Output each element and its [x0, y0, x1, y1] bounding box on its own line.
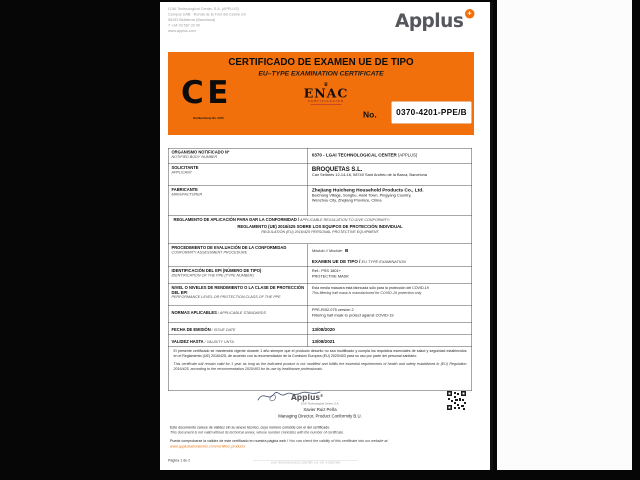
table-row-performance — [169, 284, 472, 306]
enac-wordmark: ENAC — [303, 86, 349, 101]
certificate-banner — [168, 52, 474, 135]
certificate-verification-link[interactable]: www.appluslaboratories.com/certified_products — [170, 444, 246, 449]
row-label-en: IDENTIFICATION OF THE PPE (TYPE NUMBER) — [171, 272, 254, 278]
enac-certification-label: CERTIFICACIÓN — [308, 100, 344, 103]
regulation-name-es: REGLAMENTO (UE) 2016/425 SOBRE LOS EQUIPOS DE PROTECCIÓN INDIVIDUAL — [237, 223, 403, 229]
applicant-address: Can Sellarès 12-14-16, 08740 Sant Andreu de la Barca, Barcelona — [311, 172, 427, 177]
certificate-page — [160, 2, 493, 470]
notified-body-value: 0370 - LGAI TECHNOLOGICAL CENTER — [311, 152, 397, 158]
exam-type-en: EU TYPE EXAMINATION — [360, 259, 406, 264]
ce-mark-icon: CE — [181, 74, 232, 111]
ppe-reference: Ref.: PSS 1801+ — [311, 268, 342, 273]
qr-code — [447, 391, 466, 410]
fine-print-es: El presente certificado se mantendrá vigente durante 1 año siempre que el producto descrito no sea modificado y cumpla los requisitos esenciales de salud y seguridad establecidos en el Reglamento (UE) 2016/425, de acuerdo con la recomendación de la Comisión Europea (EU) 2020/403 para su uso por parte del personal sanitario. — [173, 348, 467, 359]
regulation-name-en: REGULATION (EU) 2016/425 PERSONAL PROTECTIVE EQUIPMENT — [261, 229, 379, 234]
footer-company-line: LGAI TECHNOLOGICAL CENTER, S.A. CIF: A-63207492 — [253, 460, 358, 465]
address-line: Campus UAB - Ronda de la Font del Carme s/n — [168, 12, 247, 17]
validity-date-value: 13/08/2021 — [311, 339, 335, 344]
row-label-en: / APPLICABLE STANDARDS — [216, 310, 266, 315]
row-label-en: NOTIFIED BODY NUMBER — [171, 154, 218, 159]
notified-body-caption: Notified Body No. 0370 — [193, 117, 224, 120]
certificate-number-box — [391, 101, 472, 124]
background-right — [497, 0, 632, 470]
plus-circle-icon: + — [465, 9, 475, 19]
issue-date-value: 13/08/2020 — [311, 327, 335, 332]
address-line: 08193 Bellaterra (Barcelona) — [168, 17, 216, 22]
table-row-identification — [169, 267, 472, 284]
table-row-manufacturer — [169, 186, 472, 216]
table-row-issue-date — [169, 323, 472, 335]
row-label-es: NIVEL O NIVELES DE RENDIMIENTO O LA CLASE DE PROTECCIÓN DEL EPI — [171, 285, 305, 295]
table-row-standards — [169, 306, 472, 323]
ppe-type: PROTECTIVE MASK — [311, 273, 349, 279]
signer-title: Managing Director, Product Conformity B.U. — [278, 413, 362, 419]
standard-description: Filtering half mask to protect against COVID-19 — [311, 312, 394, 318]
table-row-notified-body — [169, 149, 472, 164]
row-label-en: CONFORMITY ASSESSMENT PROCEDURE — [171, 249, 248, 255]
address-line: LGAI Technological Center, S.A. (APPLUS) — [168, 6, 239, 11]
regulation-heading-en: APPLICABLE REGULATION TO GIVE CONFORMITY: — [299, 217, 391, 222]
row-label-en: / VALIDITY UNTIL — [203, 339, 235, 344]
table-row-validity — [169, 335, 472, 347]
verify-note — [170, 439, 388, 444]
row-label-en: / ISSUE DATE — [210, 327, 236, 332]
certificate-subtitle: EU–TYPE EXAMINATION CERTIFICATE — [258, 69, 384, 77]
row-label-es: ORGANISMO NOTIFICADO Nº — [171, 150, 230, 155]
fine-print-en: This certificate will remain valid for 1 year as long as the indicated product is not modified and fulfills the essential requirements of health and safety established in (EU) Regulation 2016/425, according to the recommendation 2020/403 for its use by healthware professionals. — [173, 361, 467, 371]
performance-note-en: This filtering half mask is manufactured for COVID-19 protection only — [311, 290, 422, 295]
enac-accreditation-line — [311, 104, 342, 105]
certificate-table — [168, 148, 472, 391]
registered-mark: ® — [319, 394, 324, 398]
table-row-applicant — [169, 164, 472, 186]
table-row-regulation — [169, 216, 472, 244]
standard-reference: PPE-R/02.075 version 2 — [311, 307, 354, 312]
address-line: www.applus.com — [168, 28, 196, 33]
row-label-es: FABRICANTE — [171, 187, 198, 192]
crown-icon: ♛ — [323, 81, 329, 88]
row-label-en: PERFORMANCE LEVEL OR PROTECTION CLASS OF THE PPE — [171, 294, 281, 300]
row-label-es: PROCEDIMIENTO DE EVALUACIÓN DE LA CONFORMIDAD — [171, 245, 287, 250]
row-label-es: NORMAS APLICABLES — [171, 310, 217, 315]
row-label-en: APPLICANT — [171, 169, 193, 175]
certificate-number-value: 0370-4201-PPE/B — [396, 108, 467, 117]
row-label-es: IDENTIFICACIÓN DEL EPI (NÚMERO DE TIPO) — [171, 268, 262, 273]
row-label-es: SOLICITANTE — [171, 165, 199, 170]
signature-applus-wordmark: Applus® — [291, 393, 324, 402]
performance-note-es: Esta media máscara está fabricada sólo para la protección del COVID-19 — [311, 285, 429, 290]
certificate-title: CERTIFICADO DE EXAMEN UE DE TIPO — [228, 56, 414, 68]
row-label-es: VALIDEZ HASTA — [171, 339, 204, 344]
applicant-name: BROQUETAS S.L. — [311, 165, 363, 173]
manufacturer-address-2: Wenzhou City, Zhejiang Province, China — [311, 198, 382, 203]
table-row-fine-print — [169, 347, 472, 391]
signer-name: Xavier Ruiz Peña — [303, 407, 337, 412]
manufacturer-name: Zhejiang Huicheng Household Products Co., Ltd. — [311, 187, 424, 193]
certificate-number-label: No. — [363, 110, 377, 120]
exam-type-es: EXAMEN UE DE TIPO / — [311, 259, 361, 264]
address-line: T +34 93 567 20 00 — [168, 23, 201, 28]
module-label: Módulo // Module: — [311, 248, 343, 253]
applus-wordmark: Applus — [395, 10, 464, 32]
issuer-address-block — [168, 6, 246, 34]
verify-note-es: Puede comprobarse la validez de este certificado en nuestra página web / — [170, 438, 289, 443]
enac-logo — [291, 82, 361, 105]
manufacturer-address-1: Beichang Village, Songbu, Haixi Town, Pingyang Country, — [311, 193, 412, 198]
notified-body-suffix: (APPLUS) — [396, 152, 418, 158]
signature-company-line: LGAI Technological Center, S.A. — [300, 402, 340, 406]
module-value: B — [345, 248, 349, 253]
table-row-procedure — [169, 244, 472, 267]
annex-note-en: This document is not valid without its technical annex, whose number coincides with the number of certificate. — [170, 430, 344, 435]
page-number: Página 1 de 2 — [168, 458, 191, 463]
regulation-heading-es: REGLAMENTO DE APLICACIÓN PARA DAR LA CONFORMIDAD / — [173, 217, 300, 222]
row-label-es: FECHA DE EMISIÓN — [171, 327, 211, 332]
row-label-en: MANUFACTURER — [171, 191, 203, 197]
annex-note-es: Este documento carece de validez sin su anexo técnico, cuyo número coincide con el del certificado. — [170, 425, 331, 430]
applus-logo — [395, 9, 472, 32]
verify-note-en: You can check the validity of this certificate into our website at: — [288, 438, 389, 443]
